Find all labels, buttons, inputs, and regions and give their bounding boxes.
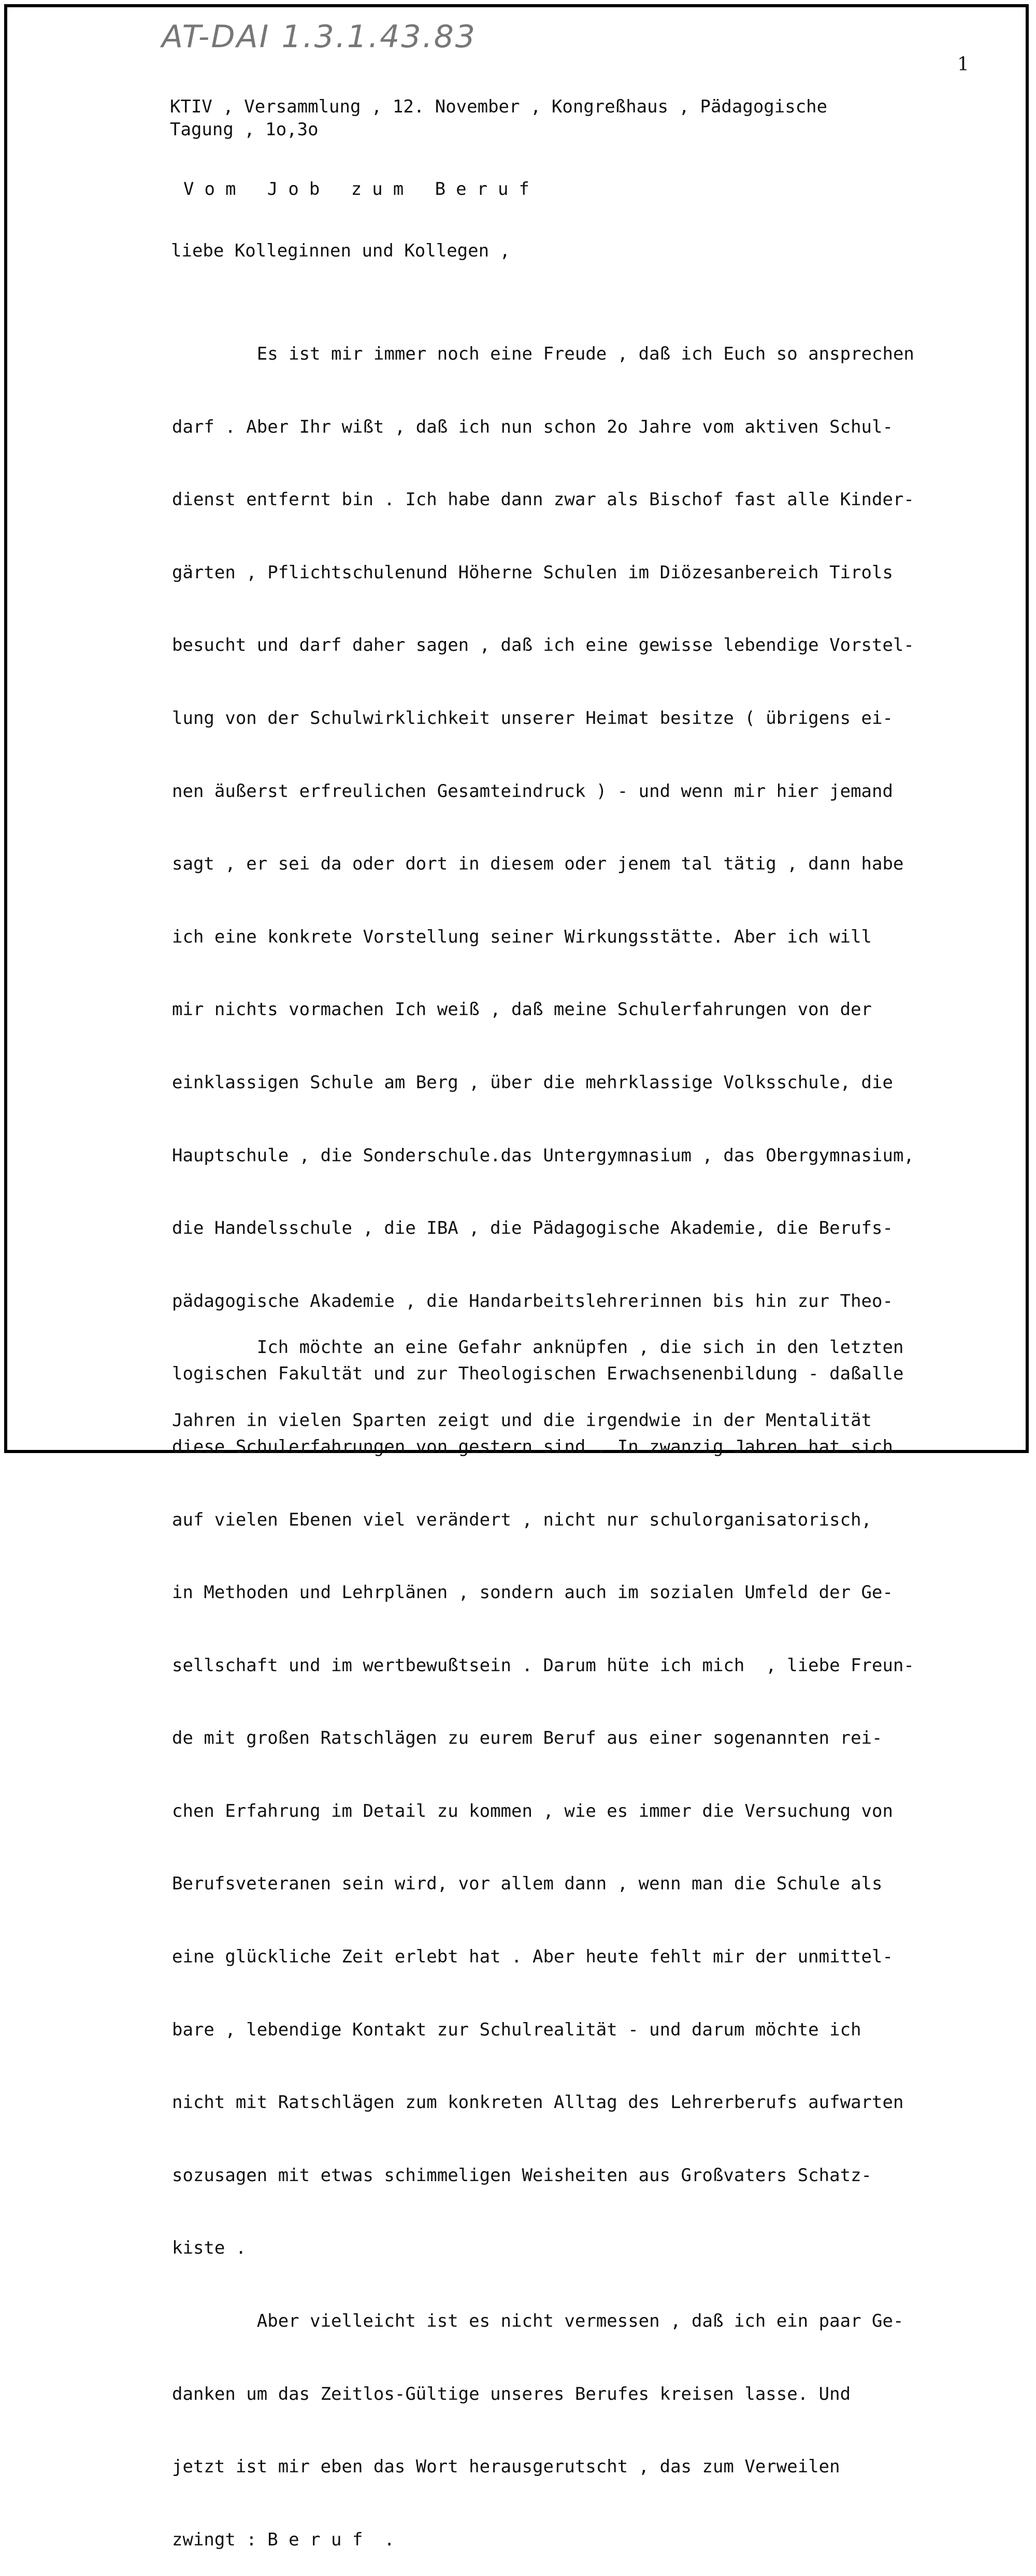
body-line: eine glückliche Zeit erlebt hat . Aber heute fehlt mir der unmittel- (172, 1946, 893, 1968)
body-line: jetzt ist mir eben das Wort herausgerutscht , das zum Verweilen (172, 2456, 840, 2478)
body-line: gärten , Pflichtschulenund Höherne Schulen im Diözesanbereich Tirols (172, 562, 893, 583)
body-line: sellschaft und im wertbewußtsein . Darum hüte ich mich , liebe Freun- (172, 1655, 914, 1676)
body-line: einklassigen Schule am Berg , über die mehrklassige Volksschule, die (172, 1072, 893, 1093)
salutation: liebe Kolleginnen und Kollegen , (171, 240, 511, 261)
body-line: sagt , er sei da oder dort in diesem oder jenem tal tätig , dann habe (172, 853, 904, 875)
body-line: lung von der Schulwirklichkeit unserer Heimat besitze ( übrigens ei- (172, 707, 893, 729)
body-line: Ich möchte an eine Gefahr anknüpfen , die sich in den letzten (172, 1337, 904, 1358)
body-line: nicht mit Ratschlägen zum konkreten Alltag des Lehrerberufs aufwarten (172, 2092, 904, 2113)
body-line: Jahren in vielen Sparten zeigt und die irgendwie in der Mentalität (172, 1410, 872, 1431)
body-line: pädagogische Akademie , die Handarbeitslehrerinnen bis hin zur Theo- (172, 1290, 893, 1312)
body-line: danken um das Zeitlos-Gültige unseres Berufes kreisen lasse. Und (172, 2383, 851, 2404)
body-line: auf vielen Ebenen viel verändert , nicht nur schulorganisatorisch, (172, 1509, 872, 1530)
body-line: de mit großen Ratschlägen zu eurem Beruf aus einer sogenannten rei- (172, 1728, 883, 1749)
body-line: chen Erfahrung im Detail zu kommen , wie es immer die Versuchung von (172, 1800, 893, 1821)
body-line: Hauptschule , die Sonderschule.das Untergymnasium , das Obergymnasium, (172, 1145, 914, 1166)
body-line: diese Schulerfahrungen von gestern sind . In zwanzig Jahren hat sich (172, 1436, 893, 1457)
body-paragraph-2 (172, 1290, 903, 1457)
body-line: Aber vielleicht ist es nicht vermessen , daß ich ein paar Ge- (172, 2311, 904, 2332)
header-line-2: Tagung , 1o,3o (170, 119, 319, 140)
body-line: Berufsveteranen sein wird, vor allem dann , wenn man die Schule als (172, 1873, 883, 1895)
body-line: mir nichts vormachen Ich weiß , daß meine Schulerfahrungen von der (172, 999, 872, 1020)
body-line: dienst entfernt bin . Ich habe dann zwar als Bischof fast alle Kinder- (172, 489, 914, 510)
body-line: kiste . (172, 2238, 247, 2259)
body-line: besucht und darf daher sagen , daß ich eine gewisse lebendige Vorstel- (172, 635, 914, 656)
body-line: darf . Aber Ihr wißt , daß ich nun schon 2o Jahre vom aktiven Schul- (172, 416, 893, 437)
page-number: 1 (957, 54, 969, 75)
body-line: nen äußerst erfreulichen Gesamteindruck ) - und wenn mir hier jemand (172, 780, 893, 802)
body-line: bare , lebendige Kontakt zur Schulrealität - und darum möchte ich (172, 2019, 861, 2040)
document-title: Vom Job zum Beruf (183, 179, 540, 200)
archive-stamp: AT-DAI 1.3.1.43.83 (162, 19, 477, 55)
body-line: ich eine konkrete Vorstellung seiner Wirkungsstätte. Aber ich will (172, 926, 872, 947)
header-line-1: KTIV , Versammlung , 12. November , Kongreßhaus , Pädagogische (170, 96, 828, 117)
body-line: die Handelsschule , die IBA , die Pädagogische Akademie, die Berufs- (172, 1218, 893, 1239)
body-line: sozusagen mit etwas schimmeligen Weisheiten aus Großvaters Schatz- (172, 2165, 872, 2186)
body-line: logischen Fakultät und zur Theologischen Erwachsenenbildung - daßalle (172, 1363, 904, 1385)
body-line: Es ist mir immer noch eine Freude , daß ich Euch so ansprechen (172, 344, 914, 364)
body-line: zwingt : B e r u f . (172, 2529, 395, 2550)
body-line: in Methoden und Lehrplänen , sondern auch im sozialen Umfeld der Ge- (172, 1582, 893, 1603)
